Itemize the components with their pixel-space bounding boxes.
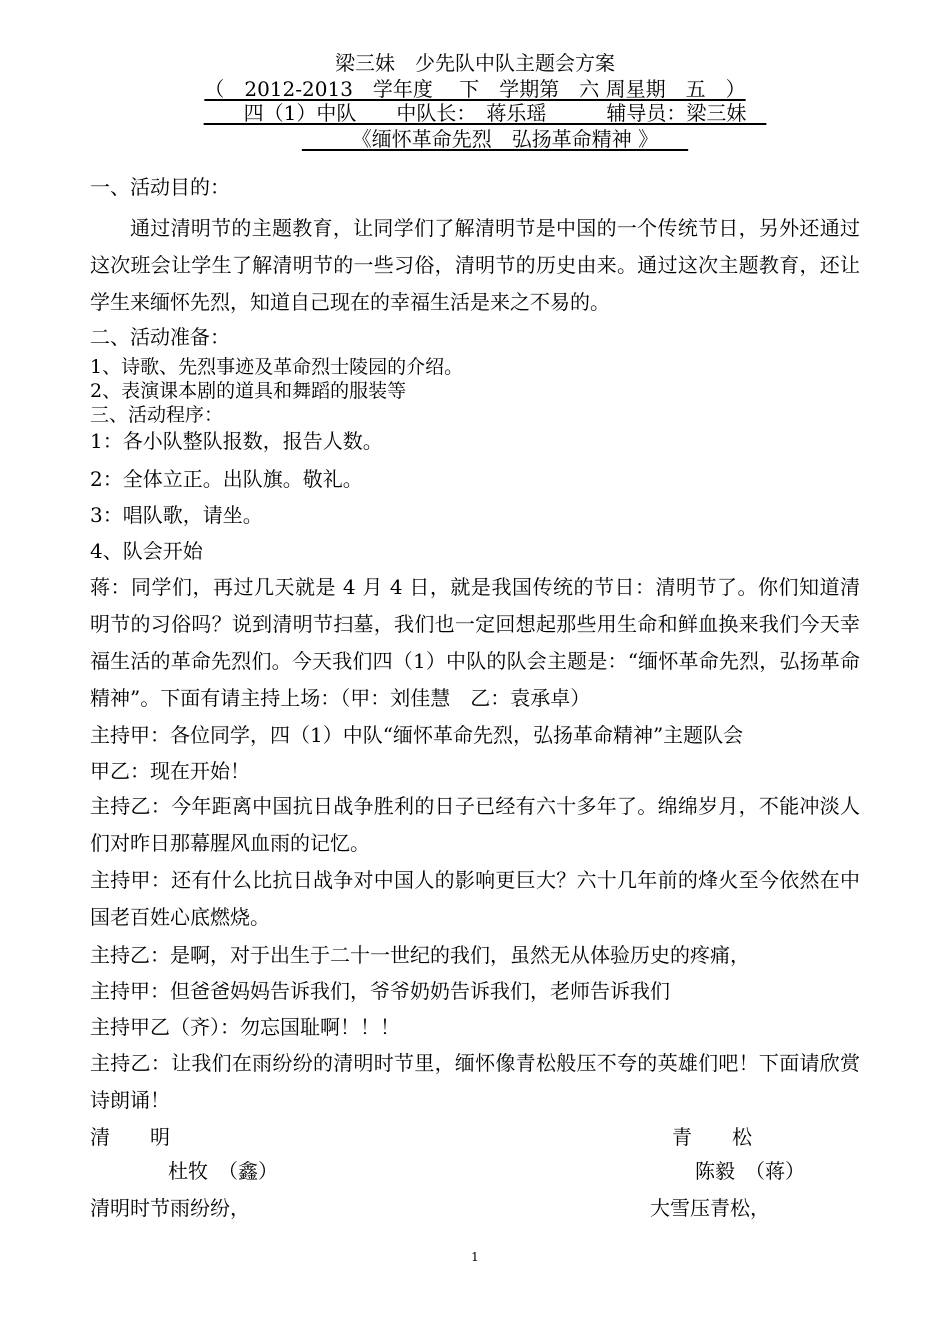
date-line: （ 2012-2013 学年度 下 学期第 六 周星期 五 ） (204, 77, 746, 101)
poem-left-line: 清明时节雨纷纷， (90, 1196, 250, 1220)
dialogue-line: 主持甲乙（齐）：勿忘国耻啊！！！ (90, 1015, 400, 1039)
dialogue-line: 主持甲：各位同学，四（1）中队“缅怀革命先烈，弘扬革命精神”主题队会 (90, 723, 744, 747)
poem-right-line: 大雪压青松， (650, 1196, 770, 1220)
dialogue-line: 主持甲：还有什么比抗日战争对中国人的影响更巨大？六十几年前的烽火至今依然在中国老百姓心底燃烧。 (90, 868, 860, 929)
document-title: 梁三妹 少先队中队主题会方案 (335, 51, 615, 75)
purpose-paragraph: 通过清明节的主题教育，让同学们了解清明节是中国的一个传统节日，另外还通过这次班会让学生了解清明节的一些习俗，清明节的历史由来。通过这次主题教育，还让学生来缅怀先烈，知道自己现在的幸福生活是来之不易的。 (90, 216, 860, 314)
procedure-step: 1：各小队整队报数，报告人数。 (90, 429, 383, 453)
dialogue-line: 主持乙：让我们在雨纷纷的清明时节里，缅怀像青松般压不夸的英雄们吧！下面请欣赏诗朗诵！ (90, 1051, 860, 1112)
theme-line: 《缅怀革命先烈 弘扬革命精神 》 (301, 127, 689, 151)
poem-right-title: 青 松 (672, 1125, 752, 1149)
dialogue-line: 蒋：同学们，再过几天就是 4 月 4 日，就是我国传统的节日：清明节了。你们知道清明节的习俗吗？说到清明节扫墓，我们也一定回想起那些用生命和鲜血换来我们今天幸福生活的革命先烈们。今天我们四（1）中队的队会主题是：“缅怀革命先烈，弘扬革命精神”。下面有请主持上场：（甲：刘佳慧 乙：袁承卓） (90, 575, 860, 710)
dialogue-line: 主持乙：是啊，对于出生于二十一世纪的我们，虽然无从体验历史的疼痛， (90, 943, 750, 967)
page-number: 1 (471, 1250, 479, 1264)
section-heading-preparation: 二、活动准备： (90, 325, 230, 349)
class-line: 四（1）中队 中队长： 蒋乐瑶 辅导员：梁三妹 (203, 101, 767, 125)
poem-left-title: 清 明 (90, 1125, 170, 1149)
section-heading-purpose: 一、活动目的： (90, 175, 230, 199)
dialogue-line: 甲乙：现在开始！ (90, 759, 250, 783)
section-heading-procedure: 三、活动程序： (90, 404, 224, 426)
poem-right-author: 陈毅 （蒋） (695, 1159, 805, 1183)
procedure-step: 3：唱队歌，请坐。 (90, 503, 263, 527)
procedure-step: 2：全体立正。出队旗。敬礼。 (90, 467, 363, 491)
dialogue-line: 主持乙：今年距离中国抗日战争胜利的日子已经有六十多年了。绵绵岁月，不能冲淡人们对昨日那幕腥风血雨的记忆。 (90, 794, 860, 855)
poem-left-author: 杜牧 （鑫） (168, 1159, 278, 1183)
procedure-step: 4、队会开始 (90, 539, 203, 563)
dialogue-line: 主持甲：但爸爸妈妈告诉我们，爷爷奶奶告诉我们，老师告诉我们 (90, 979, 670, 1003)
preparation-item: 1、诗歌、先烈事迹及革命烈士陵园的介绍。 (90, 356, 464, 378)
preparation-item: 2、表演课本剧的道具和舞蹈的服装等 (90, 380, 407, 402)
